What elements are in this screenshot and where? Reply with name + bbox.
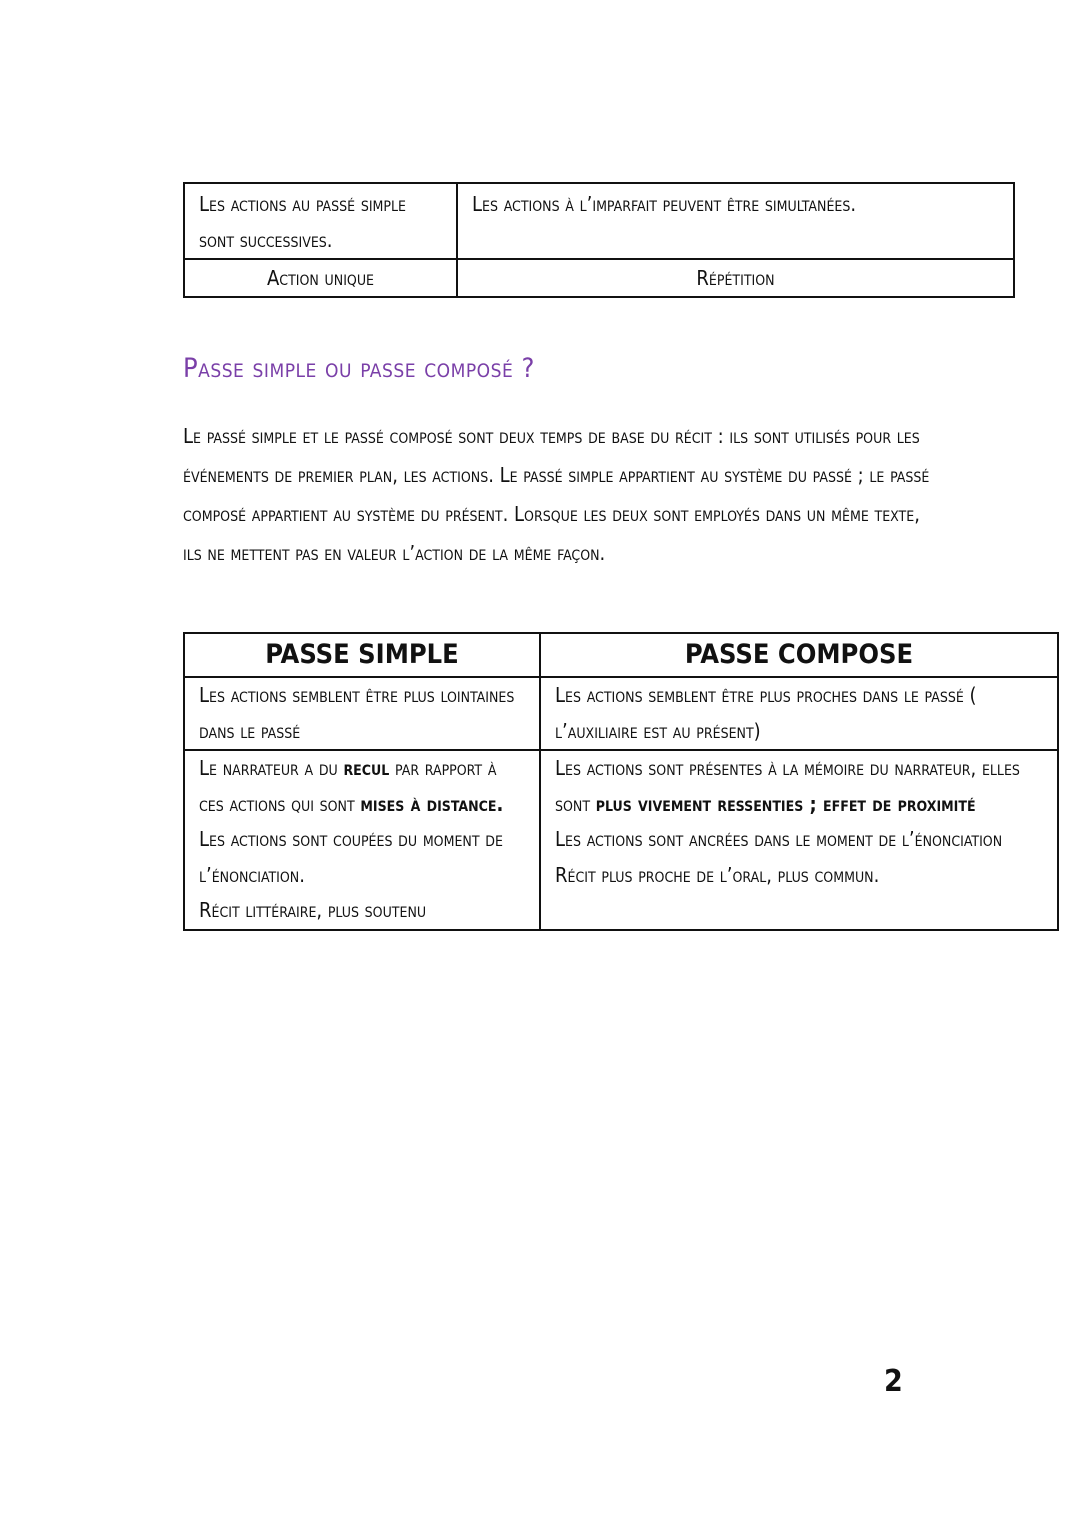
intro-paragraph: Le passé simple et le passé composé sont deux temps de base du récit : ils sont utilisés pour les événements de premier plan, les actions. Le passé simple appartient au système du passé ; le passé composé appartient au système du présent. Lorsque les deux sont employés dans un même texte, ils ne mettent pas en valeur l’action de la même façon. (183, 424, 930, 565)
table-cell (540, 750, 1058, 930)
table-header-row (184, 633, 1058, 677)
table-cell: Les actions à l’imparfait peuvent être simultanées. (457, 183, 1014, 259)
table-cell: Action unique (184, 259, 457, 297)
cell-text: Récit plus proche de l’oral, plus commun. (555, 862, 880, 887)
cell-text: Les actions sont présentes à la mémoire du narrateur, elles sont (555, 756, 1020, 816)
column-header-passe-compose: PASSE COMPOSE (540, 633, 1058, 677)
cell-text: Les actions sont ancrées dans le moment de l’énonciation (555, 827, 1003, 851)
table-cell: Répétition (457, 259, 1014, 297)
section-title: Passe simple ou passe composé ? (183, 353, 535, 384)
table-row (184, 750, 1058, 930)
comparison-table-actions (183, 182, 1015, 298)
table-cell: Les actions au passé simple sont successives. (184, 183, 457, 259)
comparison-table-tenses (183, 632, 1059, 931)
table-row (184, 259, 1014, 297)
table-cell: Les actions semblent être plus lointaines dans le passé (184, 677, 540, 750)
table-cell: Les actions semblent être plus proches dans le passé ( l’auxiliaire est au présent) (540, 677, 1058, 750)
table-row (184, 677, 1058, 750)
cell-text: Le narrateur a du (199, 756, 344, 780)
emphasis-text: mises à distance. (360, 791, 504, 816)
cell-text: Les actions sont coupées du moment de l’énonciation. (199, 827, 503, 887)
emphasis-text: recul (343, 756, 390, 780)
table-row (184, 183, 1014, 259)
cell-text: par rapport à ces actions qui sont (199, 756, 497, 816)
emphasis-text: plus vivement ressenties ; effet de proximité (595, 791, 976, 816)
cell-text: Récit littéraire, plus soutenu (199, 898, 427, 922)
table-cell (184, 750, 540, 930)
column-header-passe-simple: PASSE SIMPLE (184, 633, 540, 677)
page-number: 2 (884, 1364, 903, 1399)
